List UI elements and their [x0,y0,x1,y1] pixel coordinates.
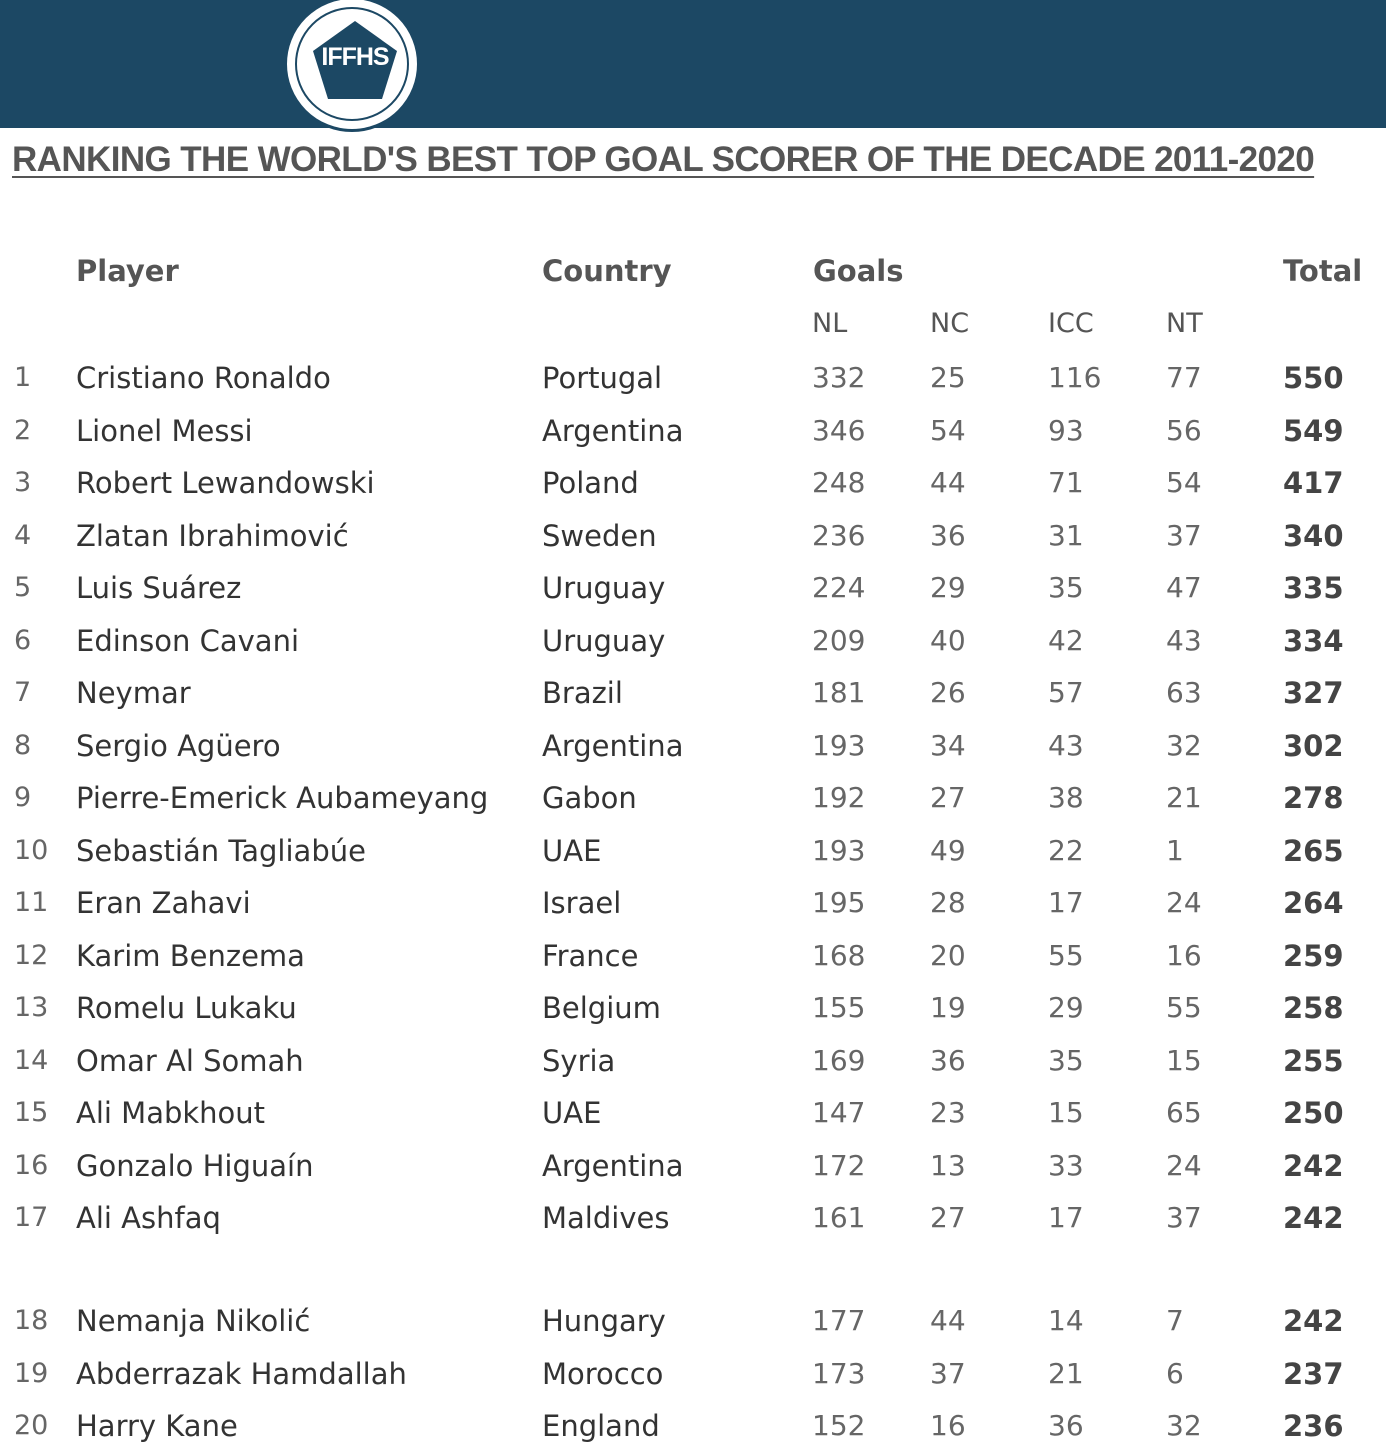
player-name: Ali Mabkhout [76,1096,266,1130]
rank-cell: 5 [14,572,32,603]
rank-cell: 10 [14,834,49,866]
table-row [0,1093,1386,1145]
goals-total: 334 [1283,623,1344,658]
goals-nt: 15 [1166,1043,1202,1077]
goals-nc: 36 [930,518,966,552]
goals-nl: 248 [812,466,866,499]
player-name: Zlatan Ibrahimović [76,518,349,553]
table-row [0,411,1386,463]
goals-nl: 181 [812,676,866,709]
goals-icc: 15 [1048,1096,1084,1129]
goals-total: 278 [1283,781,1344,815]
rank-cell: 17 [14,1202,49,1233]
table-row [0,1041,1386,1093]
player-name: Omar Al Somah [76,1043,304,1078]
table-row [0,778,1386,830]
table-row [0,1354,1386,1406]
goals-nc: 40 [930,623,966,657]
country-name: Uruguay [542,623,666,658]
goals-total: 242 [1283,1304,1344,1338]
goals-icc: 31 [1048,518,1084,552]
country-name: Argentina [542,1148,684,1183]
player-name: Ali Ashfaq [76,1201,221,1235]
goals-nl: 147 [812,1096,866,1129]
country-name: Maldives [542,1201,670,1235]
table-row [0,831,1386,883]
goals-icc: 17 [1048,1201,1084,1234]
goals-nl: 346 [812,413,866,447]
goals-nc: 44 [930,466,966,499]
goals-nt: 63 [1166,676,1202,709]
rank-cell: 4 [14,519,32,551]
column-header-goals: Goals [813,254,904,288]
goals-nl: 152 [812,1409,866,1442]
rank-cell: 2 [14,414,32,446]
player-name: Harry Kane [76,1409,238,1443]
page-title: RANKING THE WORLD'S BEST TOP GOAL SCORER OF THE DECADE 2011-2020 [12,140,1315,179]
goals-nl: 161 [812,1201,866,1234]
goals-nl: 173 [812,1356,866,1390]
goals-nt: 54 [1166,466,1202,499]
goals-nl: 155 [812,991,866,1024]
player-name: Sebastián Tagliabúe [76,833,366,868]
rank-cell: 1 [14,362,32,393]
goals-total: 250 [1283,1096,1344,1130]
goals-nt: 24 [1166,1148,1202,1182]
goals-total: 302 [1283,728,1344,763]
goals-nc: 26 [930,676,966,709]
goals-nl: 209 [812,623,866,657]
goals-nt: 1 [1166,833,1184,867]
country-name: Gabon [542,781,637,815]
country-name: England [542,1409,660,1443]
country-name: Brazil [542,676,623,710]
goals-total: 550 [1283,361,1344,395]
column-header-country: Country [542,254,672,288]
goals-icc: 42 [1048,623,1084,657]
goals-icc: 38 [1048,781,1084,814]
player-name: Robert Lewandowski [76,466,375,500]
country-name: Portugal [542,361,663,395]
player-name: Gonzalo Higuaín [76,1148,314,1183]
goals-icc: 93 [1048,413,1084,447]
goals-nc: 54 [930,413,966,447]
goals-icc: 57 [1048,676,1084,709]
goals-nc: 29 [930,571,966,604]
rank-cell: 19 [14,1357,49,1389]
table-row [0,1198,1386,1250]
country-name: Argentina [542,413,684,448]
goals-nl: 195 [812,886,866,919]
goals-nl: 168 [812,938,866,972]
player-name: Nemanja Nikolić [76,1304,311,1338]
goals-nt: 32 [1166,728,1202,762]
goals-nl: 193 [812,728,866,762]
goals-nc: 37 [930,1356,966,1390]
goals-nt: 6 [1166,1356,1184,1390]
country-name: Hungary [542,1304,666,1338]
table-row [0,936,1386,988]
goals-nt: 21 [1166,781,1202,814]
table-row [0,726,1386,778]
goals-icc: 17 [1048,886,1084,919]
table-row [0,358,1386,410]
country-name: France [542,938,639,973]
goals-total: 255 [1283,1043,1344,1078]
goals-nt: 56 [1166,413,1202,447]
goals-icc: 35 [1048,571,1084,604]
goals-nl: 332 [812,361,866,394]
table-row [0,463,1386,515]
rank-cell: 3 [14,467,32,498]
column-header-total: Total [1283,254,1363,288]
goals-nt: 47 [1166,571,1202,604]
goals-nc: 27 [930,1201,966,1234]
goals-total: 264 [1283,886,1344,920]
goals-icc: 71 [1048,466,1084,499]
player-name: Cristiano Ronaldo [76,361,331,395]
player-name: Luis Suárez [76,571,242,605]
goals-nl: 193 [812,833,866,867]
logo-text: IFFHS [321,43,389,71]
goals-nt: 37 [1166,1201,1202,1234]
goals-nl: 169 [812,1043,866,1077]
goals-total: 242 [1283,1148,1344,1183]
country-name: Sweden [542,518,657,553]
goals-total: 236 [1283,1409,1344,1443]
country-name: Syria [542,1043,616,1078]
country-name: Argentina [542,728,684,763]
goals-icc: 35 [1048,1043,1084,1077]
goals-total: 549 [1283,413,1344,448]
goals-nt: 55 [1166,991,1202,1024]
column-header-nc: NC [930,308,970,339]
country-name: Uruguay [542,571,666,605]
rank-cell: 14 [14,1044,49,1076]
goals-icc: 36 [1048,1409,1084,1442]
table-row [0,883,1386,935]
player-name: Neymar [76,676,191,710]
player-name: Abderrazak Hamdallah [76,1356,407,1391]
goals-total: 340 [1283,518,1344,553]
goals-icc: 55 [1048,938,1084,972]
rank-cell: 9 [14,782,32,813]
goals-nc: 44 [930,1304,966,1337]
goals-total: 258 [1283,991,1344,1025]
goals-nc: 49 [930,833,966,867]
goals-icc: 14 [1048,1304,1084,1337]
goals-nc: 25 [930,361,966,394]
rank-cell: 13 [14,992,49,1023]
goals-nt: 7 [1166,1304,1184,1337]
goals-nt: 77 [1166,361,1202,394]
goals-nl: 177 [812,1304,866,1337]
table-row [0,621,1386,673]
country-name: Israel [542,886,622,920]
goals-total: 335 [1283,571,1344,605]
goals-nc: 20 [930,938,966,972]
player-name: Sergio Agüero [76,728,281,763]
country-name: Poland [542,466,639,500]
rank-cell: 7 [14,677,32,708]
goals-nc: 27 [930,781,966,814]
table-row [0,673,1386,725]
column-header-icc: ICC [1048,308,1094,339]
table-row [0,988,1386,1040]
goals-total: 242 [1283,1201,1344,1235]
column-header-nt: NT [1166,308,1203,339]
goals-icc: 29 [1048,991,1084,1024]
goals-nl: 192 [812,781,866,814]
goals-icc: 33 [1048,1148,1084,1182]
iffhs-logo [284,0,420,132]
goals-nl: 224 [812,571,866,604]
goals-nc: 13 [930,1148,966,1182]
goals-nc: 34 [930,728,966,762]
player-name: Romelu Lukaku [76,991,297,1025]
player-name: Pierre-Emerick Aubameyang [76,781,489,815]
rank-cell: 8 [14,729,32,761]
goals-total: 265 [1283,833,1344,868]
goals-nl: 236 [812,518,866,552]
country-name: Morocco [542,1356,664,1391]
goals-nl: 172 [812,1148,866,1182]
column-header-player: Player [76,254,179,288]
player-name: Karim Benzema [76,938,305,973]
table-row [0,1406,1386,1443]
goals-total: 417 [1283,466,1344,500]
header-banner [0,0,1386,128]
rank-cell: 6 [14,624,32,656]
goals-icc: 21 [1048,1356,1084,1390]
goals-total: 327 [1283,676,1344,710]
player-name: Eran Zahavi [76,886,251,920]
table-row [0,516,1386,568]
column-header-nl: NL [812,308,848,339]
goals-nc: 36 [930,1043,966,1077]
goals-nc: 19 [930,991,966,1024]
rank-cell: 12 [14,939,49,971]
goals-nt: 24 [1166,886,1202,919]
country-name: Belgium [542,991,661,1025]
table-row [0,1146,1386,1198]
goals-nc: 16 [930,1409,966,1442]
country-name: UAE [542,833,602,868]
goals-total: 237 [1283,1356,1344,1391]
goals-nt: 16 [1166,938,1202,972]
goals-nc: 23 [930,1096,966,1129]
rank-cell: 15 [14,1097,49,1128]
player-name: Lionel Messi [76,413,253,448]
table-row [0,1301,1386,1353]
rank-cell: 20 [14,1410,49,1441]
goals-icc: 43 [1048,728,1084,762]
player-name: Edinson Cavani [76,623,300,658]
rank-cell: 18 [14,1305,49,1336]
country-name: UAE [542,1096,602,1130]
goals-icc: 116 [1048,361,1102,394]
goals-total: 259 [1283,938,1344,973]
goals-nt: 32 [1166,1409,1202,1442]
goals-nt: 65 [1166,1096,1202,1129]
goals-nt: 43 [1166,623,1202,657]
goals-nc: 28 [930,886,966,919]
rank-cell: 11 [14,887,49,918]
rank-cell: 16 [14,1149,49,1181]
table-row [0,568,1386,620]
goals-nt: 37 [1166,518,1202,552]
goals-icc: 22 [1048,833,1084,867]
